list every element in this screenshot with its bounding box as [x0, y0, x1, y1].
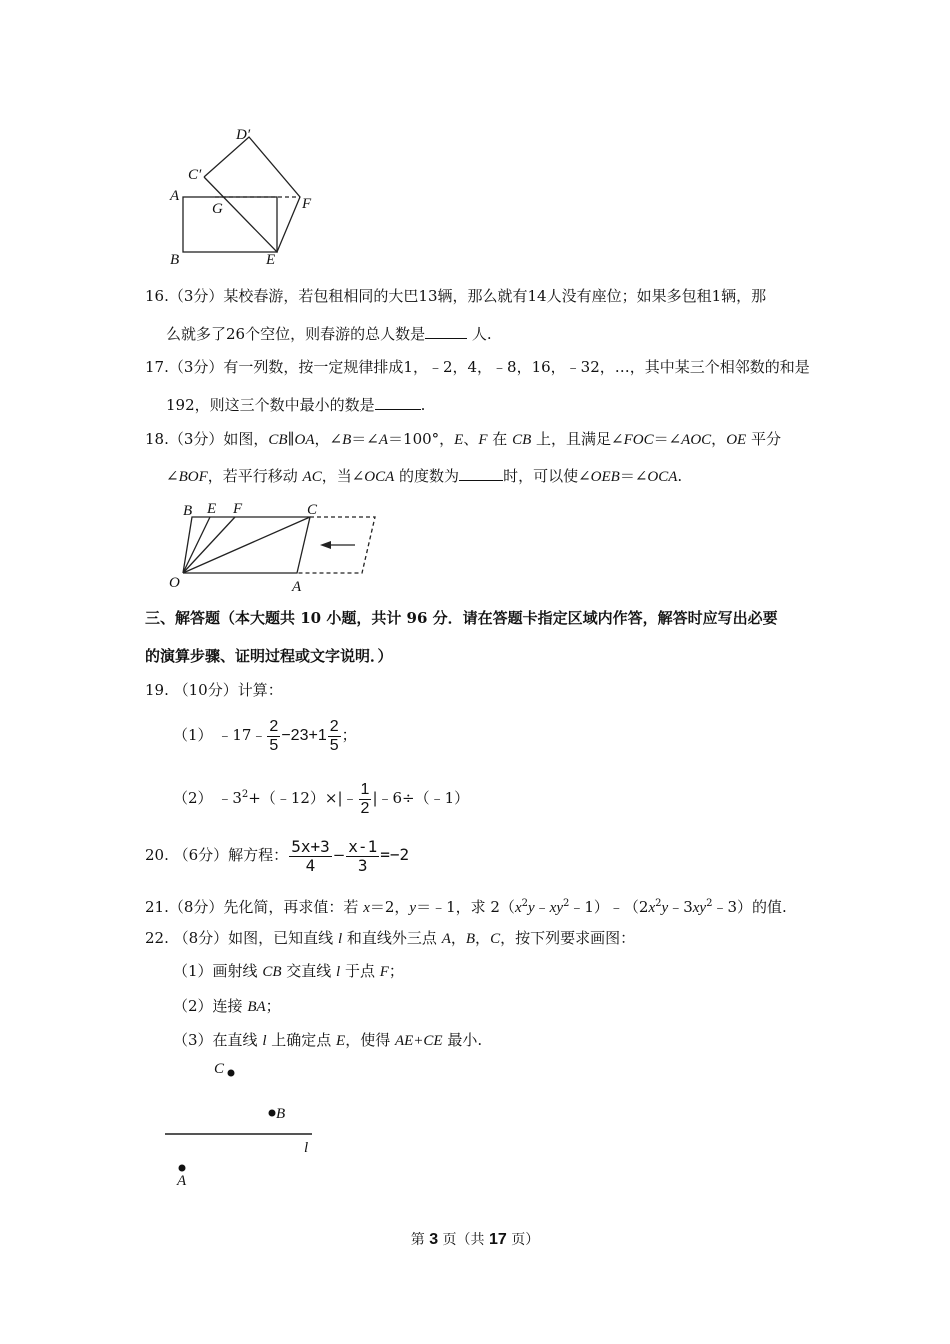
label-a: A	[170, 188, 180, 204]
q22-number: 22.	[145, 929, 169, 947]
figure-line-points	[160, 1055, 340, 1195]
label-c: C	[214, 1061, 225, 1077]
label-d-prime: D′	[236, 127, 251, 143]
q17-answer-blank[interactable]	[375, 395, 421, 410]
footer-text: 页（共	[438, 1232, 489, 1248]
q22-t: 交直线	[281, 962, 337, 980]
q21-t: ﹣1）﹣（2	[569, 898, 649, 916]
q18-score: （3分）	[168, 430, 224, 448]
q21-sup: 2	[563, 898, 570, 909]
q16-line2	[166, 324, 492, 344]
q18-t: ∥	[287, 430, 295, 448]
q20-number: 20.	[145, 846, 169, 864]
q22-t: （2）连接	[173, 997, 248, 1015]
q19-p2-sup: 2	[241, 789, 249, 800]
q16-line1	[145, 286, 766, 306]
q21-v: xy	[549, 900, 563, 916]
q19-part1	[173, 716, 357, 755]
q21-sup: 2	[655, 898, 662, 909]
q18-v: BOF	[178, 469, 208, 485]
line-oc	[183, 517, 310, 573]
q17-line2	[166, 395, 425, 415]
section3-heading-line2: 的演算步骤、证明过程或文字说明．）	[145, 647, 393, 665]
q19-p1-c: ；	[341, 726, 357, 744]
label-f: F	[302, 196, 312, 212]
q21-t: ﹣	[534, 898, 550, 916]
q16-text-2: 么就多了26个空位，则春游的总人数是	[166, 325, 426, 343]
label-o: O	[169, 575, 180, 591]
denominator: 5	[329, 736, 339, 754]
page-footer	[0, 1229, 950, 1249]
arrow-icon	[320, 541, 331, 549]
q18-v: B	[342, 432, 352, 448]
q21-v: xy	[692, 900, 707, 916]
label-e: E	[207, 501, 217, 517]
q22-step1	[173, 961, 404, 982]
q18-t: ，当∠	[321, 467, 365, 485]
figure-rectangle-fold	[160, 120, 330, 270]
q22-v: CB	[262, 964, 282, 980]
q18-t: .	[677, 467, 683, 485]
q21-t: ＝﹣1，求 2（	[416, 898, 515, 916]
q21-v: x	[514, 900, 522, 916]
q21-sup: 2	[706, 898, 713, 909]
q17-text-2: 192，则这三个数中最小的数是	[166, 396, 375, 414]
q18-v: OA	[294, 432, 315, 448]
q21-v: y	[661, 900, 669, 916]
q19-number: 19.	[145, 681, 169, 699]
q20-minus: −	[332, 846, 346, 864]
q19-text: （10分）计算：	[173, 681, 283, 699]
label-b: B	[170, 252, 180, 268]
q21-t: ﹣3）的值.	[712, 898, 787, 916]
q22-t: ；	[388, 962, 404, 980]
q17-text-3: .	[420, 396, 426, 414]
q18-v: AOC	[681, 432, 712, 448]
q22-t: ，按下列要求画图：	[500, 929, 636, 947]
q18-v: OE	[726, 432, 747, 448]
q21-v: x	[648, 900, 656, 916]
q18-t: ＝∠	[351, 430, 379, 448]
q22-t: ，	[450, 929, 466, 947]
q22-v: A	[441, 931, 451, 947]
q20-line	[145, 836, 409, 875]
section3-heading-line1: 三、解答题（本大题共 10 小题，共计 96 分．请在答题卡指定区域内作答，解答时应写出必要	[145, 609, 778, 627]
q18-v: F	[478, 432, 488, 448]
q21-score: （8分）	[168, 898, 224, 916]
q18-t: 平分	[746, 430, 781, 448]
point-b	[269, 1110, 276, 1117]
label-l: l	[304, 1140, 309, 1156]
q18-t: 如图，	[223, 430, 269, 448]
label-b: B	[183, 503, 193, 519]
q18-t: ，若平行移动	[207, 467, 303, 485]
q22-step2	[173, 996, 281, 1017]
folded-quad	[204, 137, 300, 252]
q21-t: 先化简，再求值：若	[223, 898, 364, 916]
q22-v: F	[379, 964, 389, 980]
q18-t: 时，可以使∠	[503, 467, 591, 485]
q18-t: ＝100°，	[388, 430, 455, 448]
label-a: A	[292, 579, 302, 595]
q22-v: l	[336, 964, 341, 980]
q22-t: 于点	[340, 962, 380, 980]
footer-page-number: 3	[429, 1231, 439, 1248]
denominator: 3	[357, 855, 368, 875]
q21-v: y	[527, 900, 535, 916]
q18-t: ∠	[166, 467, 179, 485]
q21-number: 21.	[145, 898, 169, 916]
q19-p1-b: −23+1	[281, 727, 327, 744]
fraction	[267, 718, 280, 755]
numerator: 2	[269, 717, 279, 735]
q16-answer-blank[interactable]	[425, 324, 467, 339]
q18-v: CB	[512, 432, 532, 448]
q18-v: A	[378, 432, 389, 448]
q19-title	[145, 680, 283, 700]
label-g: G	[212, 201, 223, 217]
label-e: E	[266, 252, 276, 268]
q22-t: 和直线外三点	[342, 929, 442, 947]
point-a	[179, 1165, 186, 1172]
numerator: 2	[329, 717, 339, 735]
q22-v: E	[336, 1033, 346, 1049]
q16-text-1: 某校春游，若包租相同的大巴13辆，那么就有14人没有座位；如果多包租1辆，那	[223, 287, 767, 305]
label-c: C	[307, 502, 318, 518]
q18-v: OCA	[364, 469, 395, 485]
q19-p2-c: |﹣6÷（﹣1）	[372, 789, 470, 807]
numerator: 1	[360, 780, 370, 798]
q22-v: BA	[247, 999, 266, 1015]
q22-t: ，使得	[345, 1031, 395, 1049]
q18-v: CB	[268, 432, 288, 448]
q19-p1-label: （1）	[173, 726, 213, 744]
q16-number: 16.	[145, 287, 169, 305]
numerator: 5x+3	[291, 836, 330, 856]
label-f: F	[233, 501, 243, 517]
q18-v: OCA	[647, 469, 678, 485]
q18-t: ，	[711, 430, 727, 448]
point-c	[228, 1070, 235, 1077]
q22-t: （1）画射线	[173, 962, 263, 980]
q17-text-1: 有一列数，按一定规律排成1，﹣2，4，﹣8，16，﹣32，…，其中某三个相邻数的和是	[223, 358, 810, 376]
fraction	[359, 781, 372, 818]
q19-part2	[173, 776, 469, 818]
q22-v: l	[262, 1033, 267, 1049]
q18-v: FOC	[623, 432, 654, 448]
q22-t: ，	[475, 929, 491, 947]
q22-v: B	[465, 931, 476, 947]
q17-number: 17.	[145, 358, 169, 376]
q16-text-3: 人.	[471, 325, 492, 343]
denominator: 2	[360, 799, 370, 817]
q22-t: 上确定点	[266, 1031, 337, 1049]
q18-t: 在	[487, 430, 513, 448]
q19-p2-label: （2）	[173, 789, 213, 807]
q18-v: E	[454, 432, 464, 448]
q18-t: ＝∠	[619, 467, 648, 485]
q18-answer-blank[interactable]	[459, 466, 503, 481]
q21-t: ﹣3	[668, 898, 693, 916]
q18-t: 、	[463, 430, 479, 448]
q22-line	[145, 928, 635, 949]
q22-v: AE+CE	[394, 1033, 443, 1049]
q22-t: （3）在直线	[173, 1031, 263, 1049]
q22-v: l	[337, 931, 343, 947]
q19-p2-a: ﹣3	[217, 789, 242, 807]
q21-t: ＝2，	[369, 898, 410, 916]
q22-v: C	[490, 931, 501, 947]
q22-t: ；	[265, 997, 281, 1015]
q18-t: 上，且满足∠	[531, 430, 624, 448]
q18-v: AC	[302, 469, 322, 485]
q18-t: ，∠	[314, 430, 343, 448]
q20-title: （6分）解方程：	[173, 846, 289, 864]
q18-number: 18.	[145, 430, 169, 448]
q22-t: （8分）如图，已知直线	[173, 929, 338, 947]
q21-line	[145, 894, 787, 918]
q18-v: OEB	[590, 469, 620, 485]
q21-sup: 2	[521, 898, 528, 909]
q16-score: （3分）	[168, 287, 224, 305]
q22-t: 最小.	[442, 1031, 483, 1049]
figure-parallelogram	[165, 498, 385, 598]
q17-line1	[145, 357, 810, 377]
fraction	[289, 838, 332, 875]
denominator: 5	[269, 736, 279, 754]
q18-line2	[166, 466, 682, 487]
q19-p2-b: +（﹣12）×|﹣	[248, 789, 358, 807]
q20-rhs: =−2	[380, 845, 410, 864]
footer-text: 页）	[506, 1232, 540, 1248]
label-b: B	[276, 1106, 286, 1122]
q19-p1-a: ﹣17﹣	[217, 726, 267, 744]
q18-line1	[145, 429, 781, 450]
label-a: A	[177, 1173, 187, 1189]
q18-t: 的度数为	[394, 467, 460, 485]
q17-score: （3分）	[168, 358, 224, 376]
denominator: 4	[305, 855, 316, 875]
numerator: x-1	[348, 836, 378, 856]
q18-t: ＝∠	[653, 430, 682, 448]
footer-text: 第	[410, 1232, 430, 1248]
rectangle-abea	[183, 197, 277, 252]
label-c-prime: C′	[188, 167, 202, 183]
q21-v: x	[363, 900, 370, 916]
footer-total-pages: 17	[489, 1231, 507, 1248]
q21-v: y	[409, 900, 417, 916]
q22-step3	[173, 1030, 482, 1051]
fraction	[346, 838, 379, 875]
fraction	[328, 718, 341, 755]
